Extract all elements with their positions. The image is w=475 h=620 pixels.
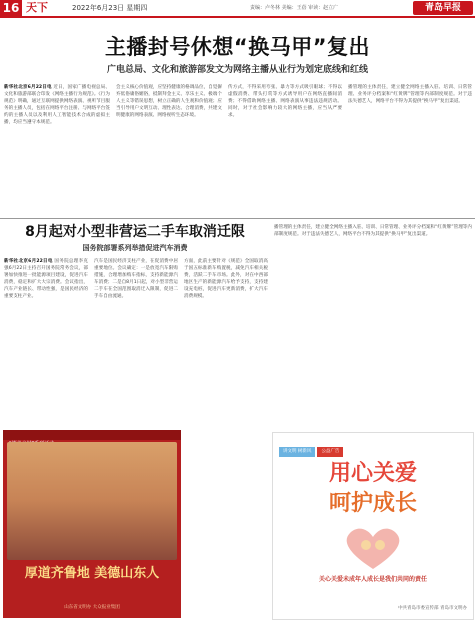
dateline: 新华社北京6月22日电 (4, 259, 53, 264)
ad-message: 关心关爱未成年人成长是我们共同的责任 (318, 576, 427, 583)
second-subheadline: 国务院部署系列举措促进汽车消费 (82, 244, 188, 252)
ad-sponsor: 中共青岛市委宣传部 青岛市文明办 (398, 606, 467, 611)
public-service-ad (272, 432, 474, 620)
second-headline: 8月起对小型非营运二手车取消迁限 (25, 224, 245, 240)
poster-slogan: 厚道齐鲁地 美德山东人 (24, 566, 160, 581)
header-rule (0, 16, 475, 18)
ad-slogan-line-2: 呵护成长 (328, 491, 417, 516)
main-story-column-3 (228, 84, 342, 214)
article-text: 播管理的主体责任，建立健全网络主播入驻、培训、日常管理、业务评分档案和“红黄牌”管理等内部制度规范。对于违法失德艺人，网络平台不得为其提供“换马甲”复出渠道。 (348, 85, 472, 104)
main-story-column-1 (4, 84, 110, 214)
main-story-continued (274, 224, 472, 426)
poster-banner (3, 430, 181, 440)
section-divider (0, 218, 475, 219)
article-text: 近日，国家广播电视总局、文化和旅游部联合印发《网络主播行为规范》。《行为规范》明确，通过互联网提供网络表演、视听节目服务的主播人员，包括在网络平台注册、与网络平台签约的主播人员以及利用人工智能技术合成的虚拟主播，均应当遵守本规范。 (4, 85, 110, 125)
ad-tags (279, 437, 345, 454)
campaign-poster (3, 430, 181, 618)
main-headline: 主播封号休想“换马甲”复出 (104, 35, 371, 59)
page-number: 16 (0, 0, 22, 16)
ad-tag: 讲文明 树新风 (279, 447, 315, 457)
section-name: 天下 (26, 1, 48, 14)
heart-icon (338, 523, 408, 573)
article-text: 会主义核心价值观，应坚持健康的格调品位，自觉摒弃低俗庸俗媚俗，抵制拜金主义、享乐主义、极端个人主义等错误思想，树立正确的人生观和价值观；应当引导用户文明互动、理性表达、合理消费，共建文明健康的网络表演、网络视听生态环境。 (116, 85, 222, 118)
second-story-column-1 (4, 258, 88, 426)
article-text: 方面，此前主要针对《规范》全国取消高于国五标准新车购置税，减免汽车相关税费，活跃二手车市场。此外，对在中西部地区生产的新能源汽车给予支持，支持建设充电桩，促进汽车更新消费，扩大汽车消费规模。 (184, 259, 268, 299)
ad-tag: 公益广告 (317, 447, 343, 457)
newspaper-logo: 青岛早报 (413, 1, 473, 15)
article-text: 播管理的主体责任，建立健全网络主播入驻、培训、日常管理、业务评分档案和“红黄牌”管理等内部制度规范。对于违法失德艺人，网络平台不得为其提供“换马甲”复出渠道。 (274, 225, 472, 237)
article-text: 传方式，不得采用夸张、暴力等方式吸引眼球；不得以虚假消费、带头打赏等方式诱导用户在网络直播间消费；不得借助网络主播、网络表演从事违法违规活动。同时，对于社会影响力较大的网络主播，应当从严要求。 (228, 85, 342, 118)
main-subheadline: 广电总局、文化和旅游部发文为网络主播从业行为划定底线和红线 (106, 65, 368, 75)
ad-slogan-line-1: 用心关爱 (328, 461, 417, 486)
article-text: 国务院总理李克强6月22日主持召开国务院常务会议，部署加快推进一批能源项目建设，促进汽车消费，稳定和扩大大宗消费。会议指出，汽车产业链长、带动性强，是国民经济的重要支柱产业。 (4, 259, 88, 299)
page-header (0, 0, 475, 16)
article-text: 汽车是国民经济支柱产业，在促消费中居重要地位。会议确定：一是放宽汽车限购措施，合理增加购车指标，支持新能源汽车消费；二是自8月1日起，对小型非营运二手车在全国范围取消迁入限制，促进二手车自由流通。 (94, 259, 178, 299)
dateline: 新华社北京6月22日电 (4, 85, 52, 90)
second-story-column-2 (94, 258, 178, 426)
group-photo (7, 442, 177, 560)
second-story-column-3 (184, 258, 268, 426)
editor-credits: 责编：卢冬林 美编：王蓓 审读：赵立广 (250, 5, 339, 11)
main-story-column-2 (116, 84, 222, 214)
main-story-column-4 (348, 84, 472, 214)
issue-date: 2022年6月23日 星期四 (72, 4, 148, 12)
poster-credit: 山东省文明办 大众报业集团 (64, 605, 120, 610)
